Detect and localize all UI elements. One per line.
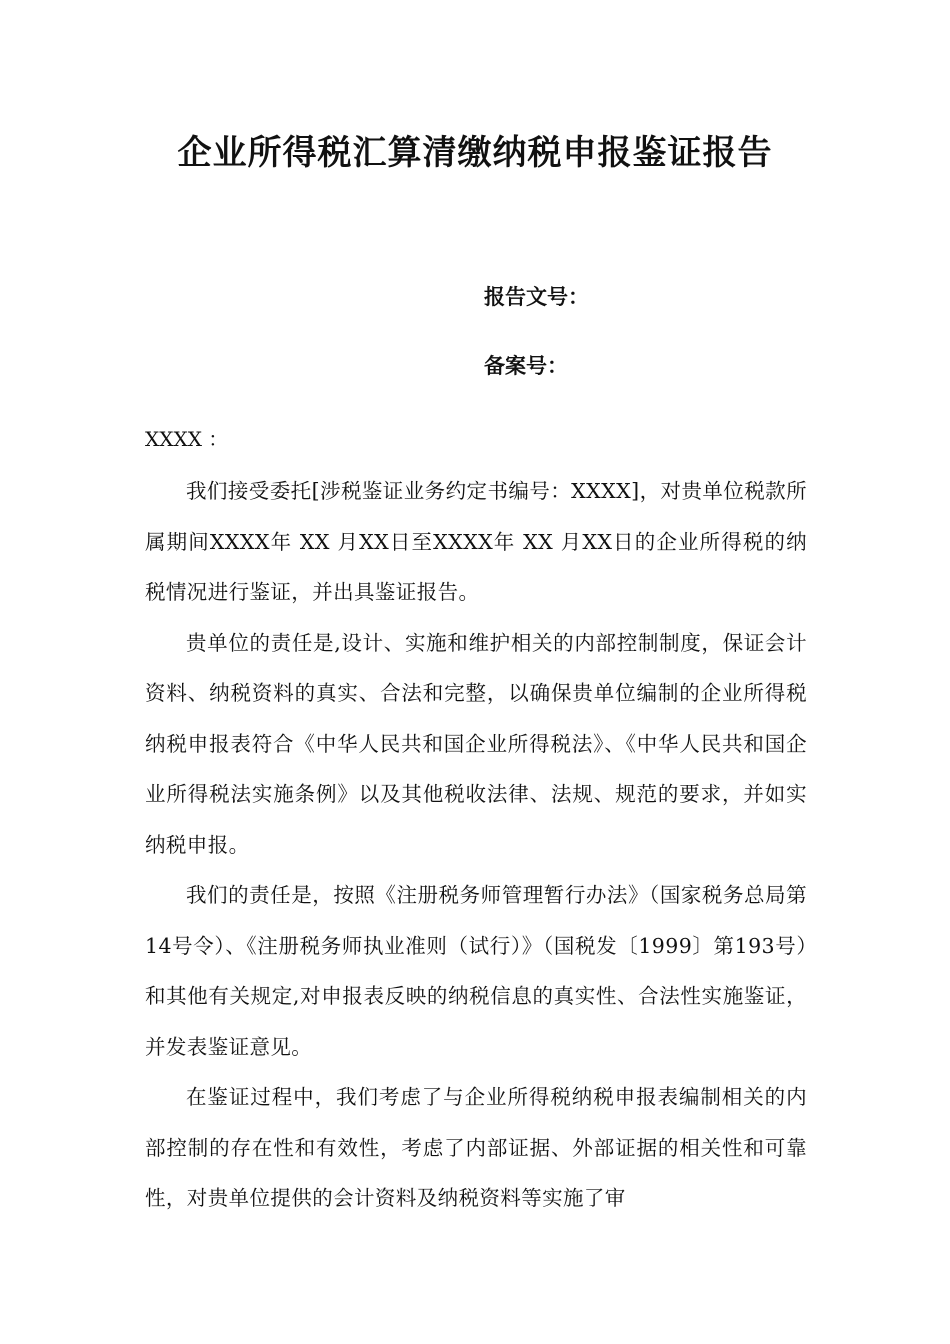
- paragraph-client-responsibility: 贵单位的责任是,设计、实施和维护相关的内部控制制度，保证会计资料、纳税资料的真实、合法和完整，以确保贵单位编制的企业所得税纳税申报表符合《中华人民共和国企业所得税法》、《中华人民共和国企业所得税法实施条例》以及其他税收法律、法规、规范的要求，并如实纳税申报。: [145, 630, 807, 857]
- report-number-label: 报告文号：: [484, 284, 589, 309]
- paragraph-engagement: 我们接受委托[涉税鉴证业务约定书编号：XXXX]，对贵单位税款所属期间XXXX年 XX 月XX日至XXXX年 XX 月XX日的企业所得税的纳税情况进行鉴证，并出具鉴证报告。: [145, 479, 807, 604]
- filing-number-label: 备案号：: [484, 353, 568, 378]
- document-title: 企业所得税汇算清缴纳税申报鉴证报告: [177, 133, 773, 173]
- paragraph-our-responsibility: 我们的责任是，按照《注册税务师管理暂行办法》（国家税务总局第14号令）、《注册税务师执业准则（试行）》（国税发〔1999〕第193号）和其他有关规定,对申报表反映的纳税信息的真实性、合法性实施鉴证，并发表鉴证意见。: [145, 883, 807, 1059]
- salutation: XXXX ：: [145, 427, 229, 451]
- paragraph-procedures: 在鉴证过程中，我们考虑了与企业所得税纳税申报表编制相关的内部控制的存在性和有效性，考虑了内部证据、外部证据的相关性和可靠性，对贵单位提供的会计资料及纳税资料等实施了审: [145, 1085, 807, 1210]
- document-body: [145, 466, 807, 1224]
